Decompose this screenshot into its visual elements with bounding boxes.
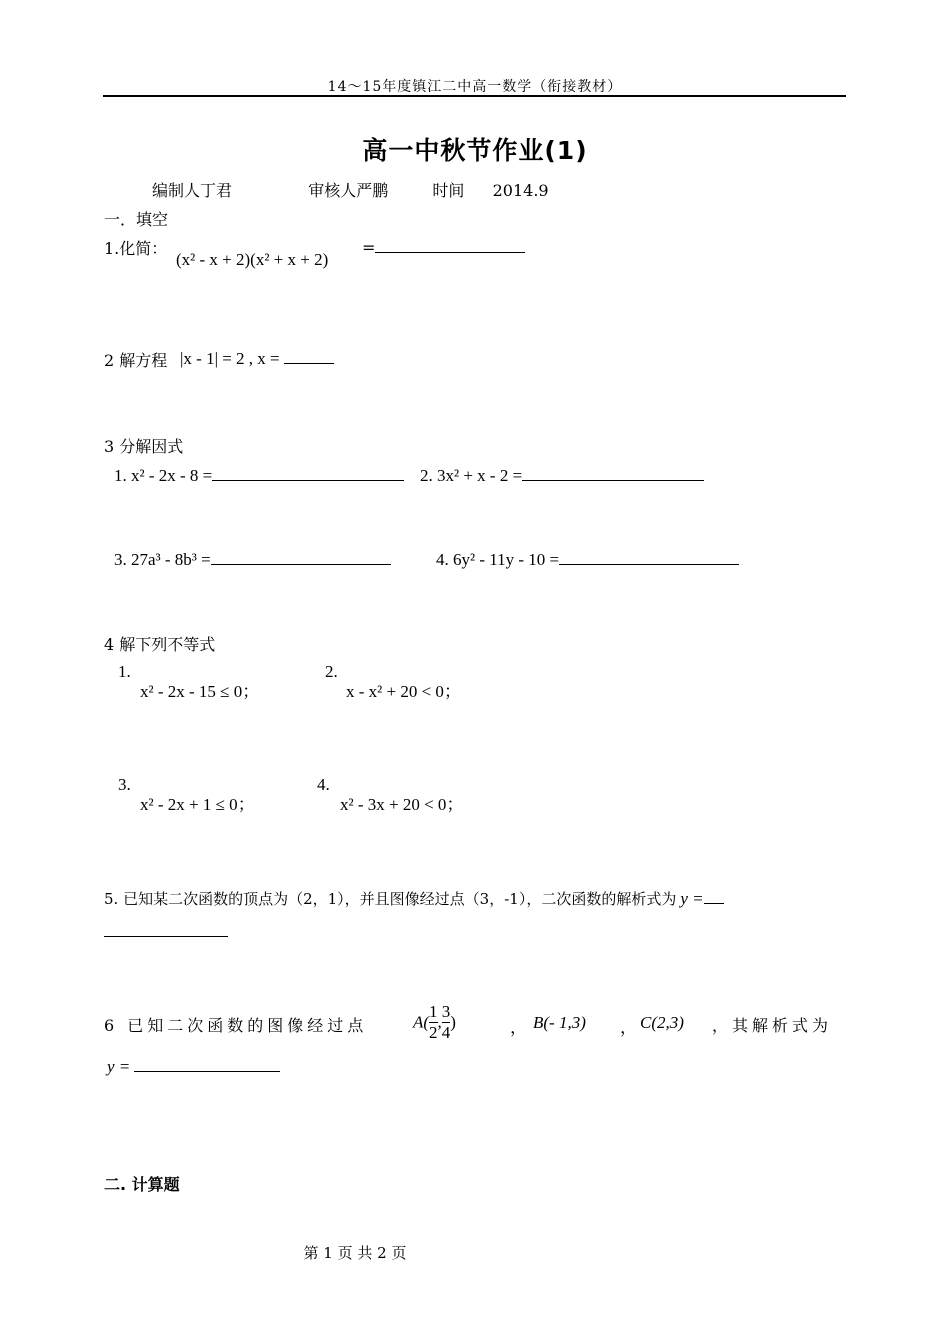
q1-label: 1.化简： xyxy=(104,239,168,258)
q3-item-2: 2. 3x² + x - 2 = xyxy=(420,464,704,486)
q6-comma-1: ， xyxy=(510,1018,527,1037)
page-footer: 第 1 页 共 2 页 xyxy=(303,1244,407,1262)
q3-item-1: 1. x² - 2x - 8 = xyxy=(114,464,404,486)
q6-point-a: A( $\frac{1}{2}$ , $\frac{3}{4}$ ) xyxy=(413,1002,456,1042)
info-line xyxy=(152,178,549,201)
q4-item-3-num: 3. xyxy=(118,775,131,794)
q1-eq: = xyxy=(362,236,525,257)
q4-item-1-num: 1. xyxy=(118,662,131,681)
time-label: 时间 xyxy=(432,181,465,200)
q2-expr: |x - 1| = 2 , x = xyxy=(180,347,334,369)
q4-item-4: x² - 3x + 20 < 0； xyxy=(340,795,464,814)
q6-comma-2: ， xyxy=(620,1018,637,1037)
q4-item-2-num: 2. xyxy=(325,662,338,681)
q6-tail: ，其解析式为 xyxy=(712,1016,833,1035)
q6-point-b: B(- 1,3) xyxy=(533,1013,586,1032)
reviewer: 审核人严鹏 xyxy=(308,181,389,200)
q4-item-3: x² - 2x + 1 ≤ 0； xyxy=(140,795,255,814)
q3-item-4: 4. 6y² - 11y - 10 = xyxy=(436,548,739,570)
q3-label: 3 分解因式 xyxy=(104,437,184,456)
q4-item-2: x - x² + 20 < 0； xyxy=(346,682,461,701)
q5-answer-line xyxy=(104,920,228,941)
q6-point-c: C(2,3) xyxy=(640,1013,684,1032)
q4-item-1: x² - 2x - 15 ≤ 0； xyxy=(140,682,260,701)
page-title: 高一中秋节作业(1) xyxy=(362,136,588,165)
q6-line2: y = xyxy=(107,1055,280,1077)
editor: 编制人丁君 xyxy=(152,181,233,200)
section1-heading: 一．填空 xyxy=(104,210,169,229)
section2-heading: 二. 计算题 xyxy=(104,1175,180,1194)
header-divider xyxy=(103,95,846,97)
q4-item-4-num: 4. xyxy=(317,775,330,794)
q4-label: 4 解下列不等式 xyxy=(104,635,216,654)
q3-item-3: 3. 27a³ - 8b³ = xyxy=(114,548,391,570)
time-value: 2014.9 xyxy=(492,181,549,200)
page-header: 14～15年度镇江二中高一数学（衔接教材） xyxy=(327,79,623,95)
q2-label: 2 解方程 xyxy=(104,351,168,370)
q6-text: 6 已知二次函数的图像经过点 xyxy=(104,1016,368,1035)
q5-text: 5. 已知某二次函数的顶点为（2，1），并且图像经过点（3，-1），二次函数的解析式为 y = xyxy=(104,887,724,909)
q1-expr: (x² - x + 2)(x² + x + 2) xyxy=(176,250,329,269)
